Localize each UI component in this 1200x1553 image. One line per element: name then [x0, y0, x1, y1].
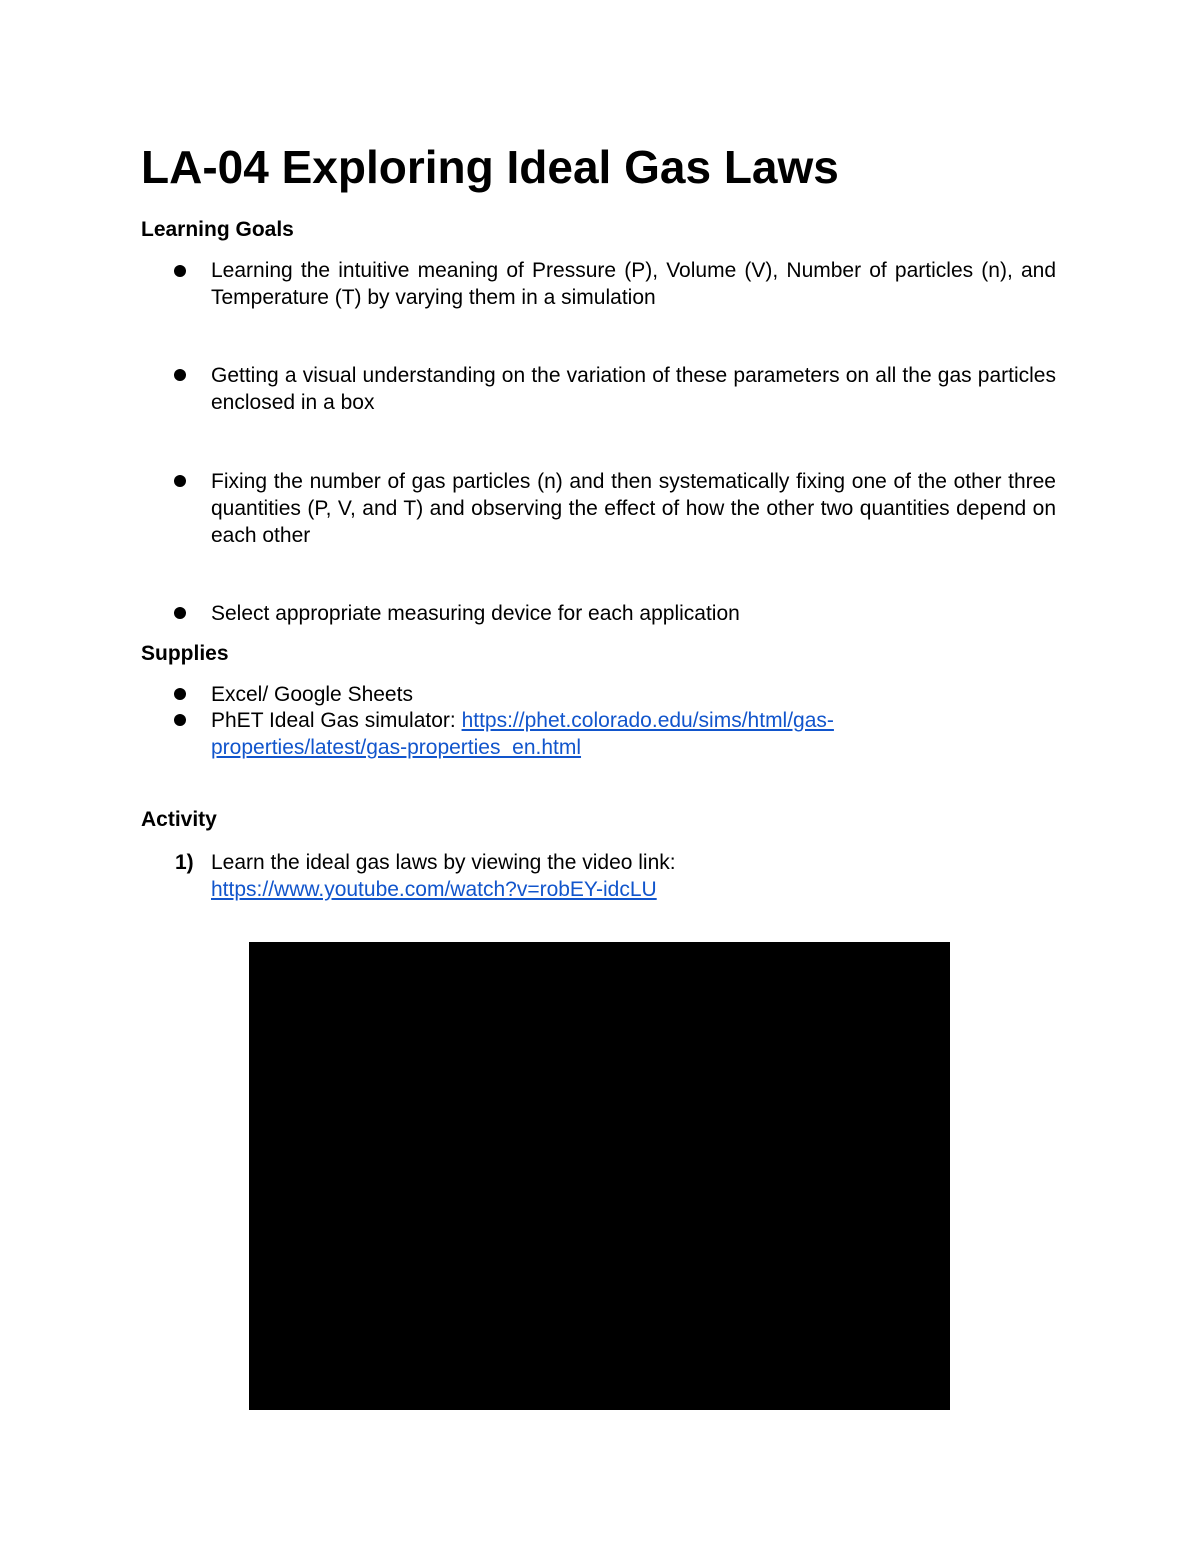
bullet-icon [174, 714, 186, 726]
step-1-text: Learn the ideal gas laws by viewing the video link: [211, 851, 676, 874]
learning-goal-item: Getting a visual understanding on the variation of these parameters on all the gas particles enclosed in a box [211, 364, 1056, 414]
learning-goal-item: Select appropriate measuring device for each application [211, 602, 740, 625]
bullet-icon [174, 688, 186, 700]
supplies-item-phet [211, 707, 931, 761]
bullet-icon [174, 607, 186, 619]
bullet-icon [174, 369, 186, 381]
document-title: LA-04 Exploring Ideal Gas Laws [141, 141, 839, 193]
supplies-item-excel: Excel/ Google Sheets [211, 683, 413, 706]
activity-step-1 [211, 849, 1056, 903]
bullet-icon [174, 475, 186, 487]
supplies-heading: Supplies [141, 642, 229, 665]
step-number: 1) [175, 851, 194, 874]
learning-goal-item: Fixing the number of gas particles (n) and then systematically fixing one of the other three quantities (P, V, and T) and observing the effect of how the other two quantities depend on each other [211, 470, 1056, 547]
phet-label: PhET Ideal Gas simulator: [211, 709, 462, 732]
youtube-video-link[interactable]: https://www.youtube.com/watch?v=robEY-idcLU [211, 878, 657, 901]
activity-heading: Activity [141, 808, 217, 831]
phet-simulator-link[interactable]: https://phet.colorado.edu/sims/html/gas-properties/latest/gas-properties_en.html [211, 709, 834, 759]
video-embed-placeholder[interactable] [249, 942, 950, 1410]
learning-goals-heading: Learning Goals [141, 218, 294, 241]
bullet-icon [174, 265, 186, 277]
learning-goal-item: Learning the intuitive meaning of Pressure (P), Volume (V), Number of particles (n), and Temperature (T) by varying them in a simulation [211, 259, 1056, 309]
